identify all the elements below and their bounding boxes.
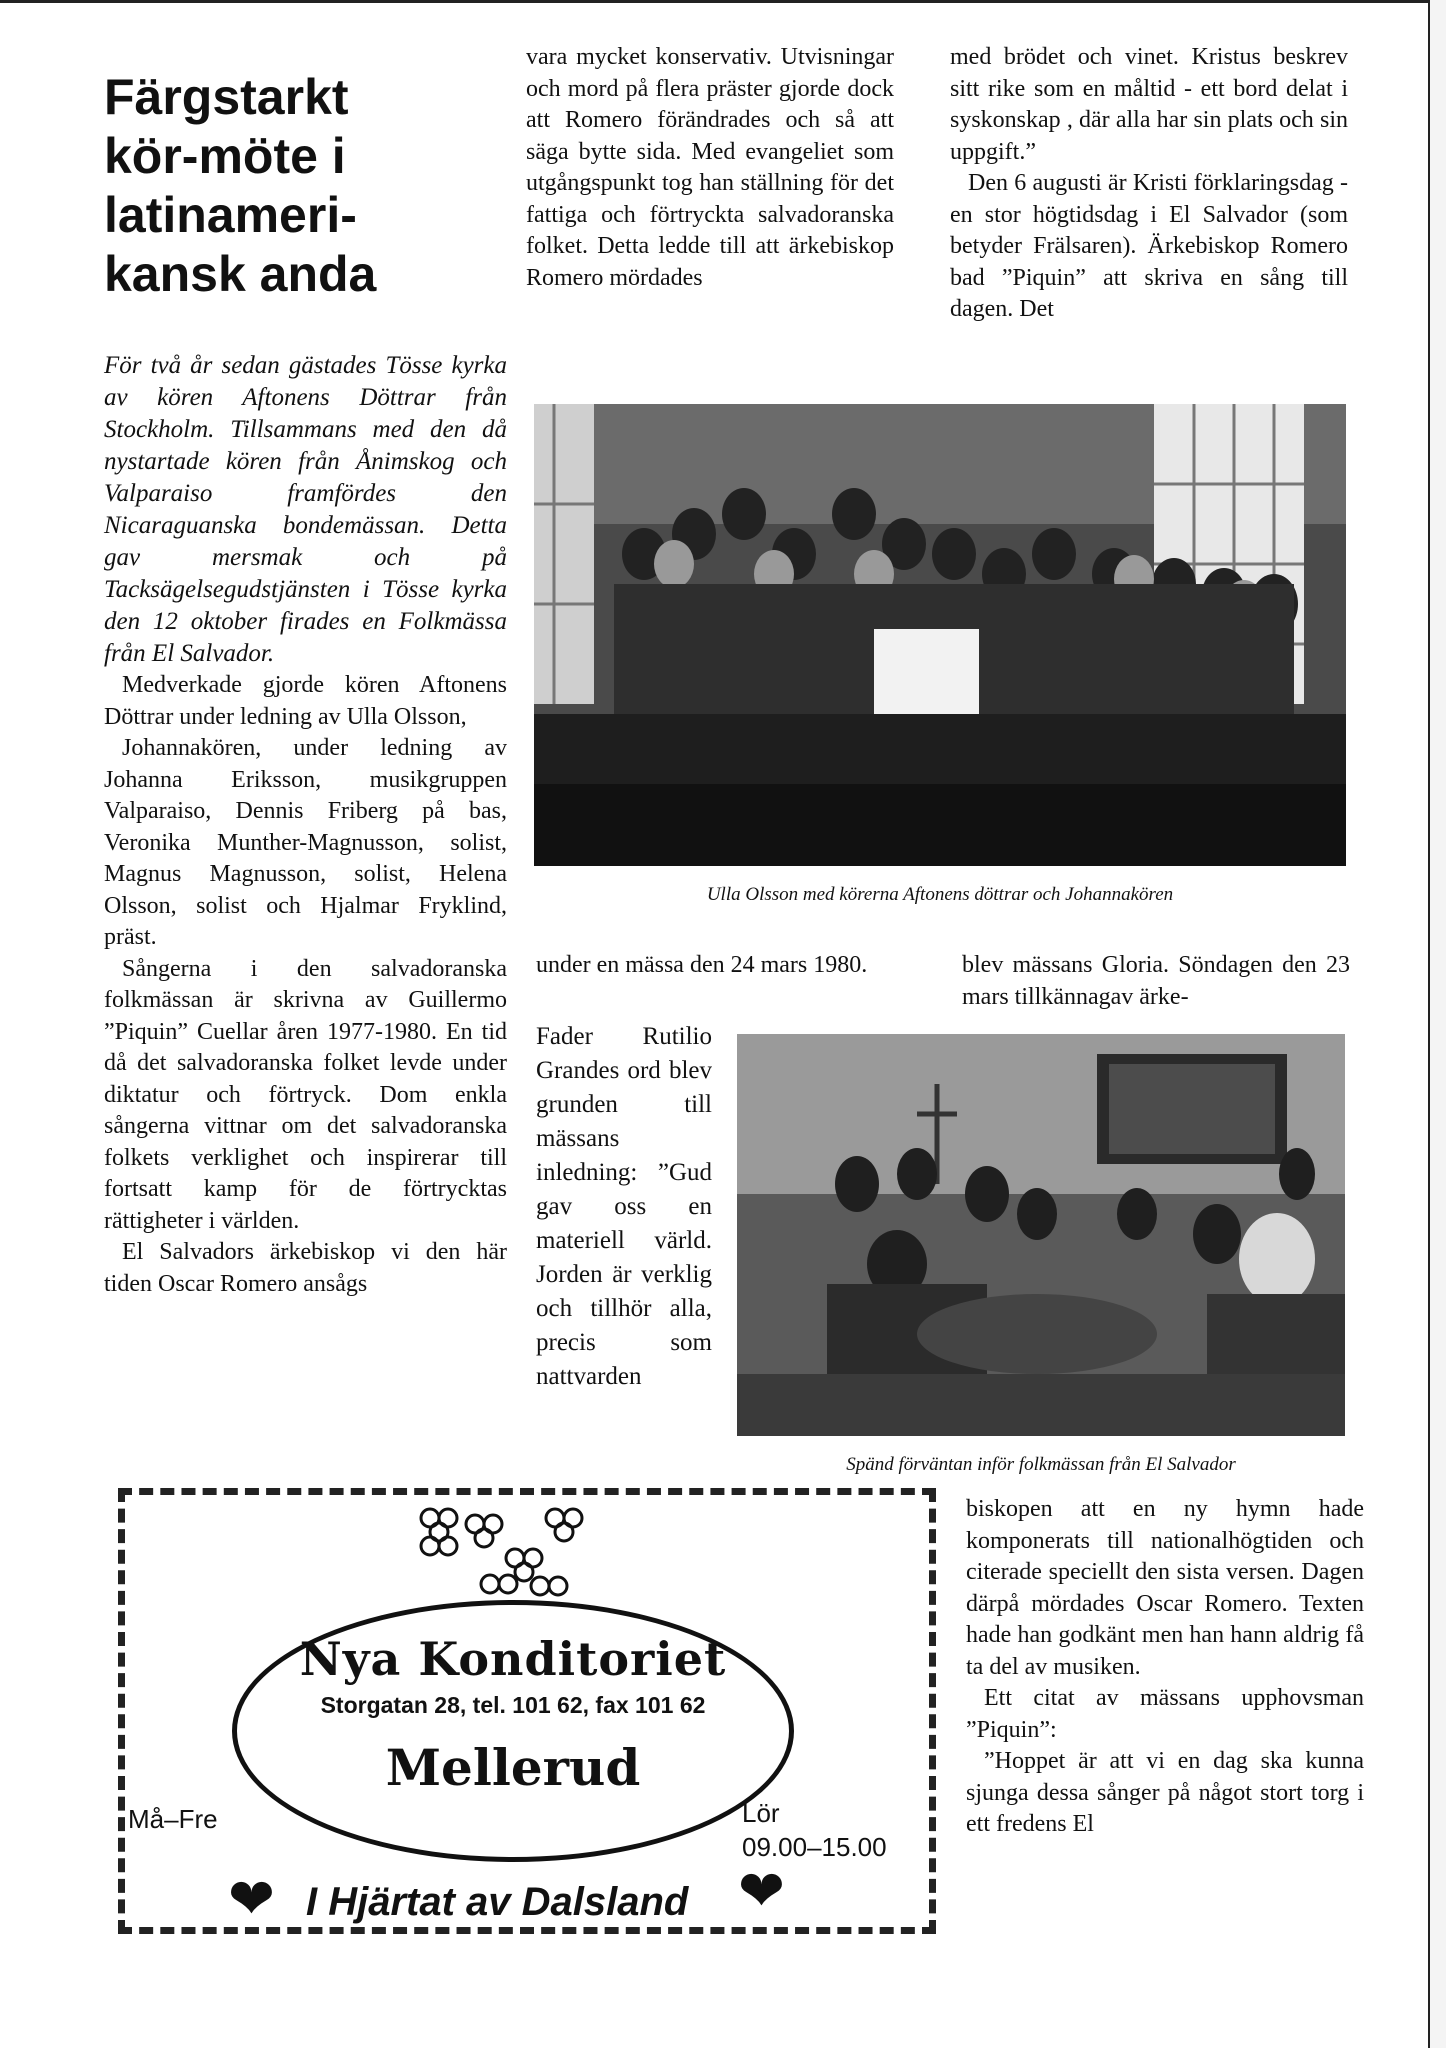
paragraph: Fader Rutilio Grandes ord blev grunden till mässans inledning: ”Gud gav oss en materiell värld. Jorden är verklig och tillhör alla, precis som nattvarden: [536, 1023, 712, 1390]
saturday-label: Lör: [742, 1798, 780, 1828]
article-lead: För två år sedan gästades Tösse kyrka av kören Aftonens Döttrar från Stockholm. Tillsammans med den då nystartade kören från Ånimskog och Valparaiso framfördes den Nicaraguanska bondemässan. Detta gav mersmak och på Tacksägelsegudstjänsten i Tösse kyrka den 12 oktober firades en Folkmässa från El Salvador.: [104, 352, 507, 667]
column-3-top: [950, 42, 1348, 326]
paragraph: blev mässans Gloria. Söndagen den 23 mars tillkännagav ärke-: [962, 952, 1350, 1010]
photo-caption: Ulla Olsson med körerna Aftonens döttrar och Johannakören: [706, 884, 1174, 905]
heart-icon: ❤: [228, 1869, 275, 1931]
heart-icon: ❤: [738, 1861, 785, 1923]
flower-decoration-icon: [400, 1496, 640, 1606]
paragraph: under en mässa den 24 mars 1980.: [536, 952, 868, 978]
column-1: [104, 350, 507, 1300]
paragraph: biskopen att en ny hymn hade komponerats till nationalhögtiden och citerade speciellt den sista versen. Dagen därpå mördades Oscar Romero. Texten hade han godkänt men han hann aldrig få ta del av musiken.: [966, 1496, 1364, 1680]
article-title: Färgstarkt kör-möte i latinameri-kansk anda: [104, 69, 377, 302]
paragraph: vara mycket konservativ. Utvisningar och mord på flera präster gjorde dock att Romero förändrades och så att säga bytte sida. Med evangeliet som utgångspunkt tog han ställning för det fattiga och förtryckta salvadoranska folket. Detta ledde till att ärkebiskop Romero mördades: [526, 44, 894, 291]
paragraph: Medverkade gjorde kören Aftonens Döttrar under ledning av Ulla Olsson,: [104, 672, 507, 730]
column-2-narrow: [536, 1020, 712, 1394]
column-2-mid: [536, 950, 906, 982]
paragraph: med brödet och vinet. Kristus beskrev sitt rike som en måltid - ett bord delat i syskonskap , där alla har sin plats och sin uppgift.”: [950, 44, 1348, 165]
ad-slogan: I Hjärtat av Dalsland: [300, 1880, 694, 1925]
column-2-top: [526, 42, 894, 294]
paragraph: ”Hoppet är att vi en dag ska kunna sjunga dessa sånger på något stort torg i ett fredens El: [966, 1748, 1364, 1837]
column-3-bottom: [966, 1494, 1364, 1841]
shop-address: Storgatan 28, tel. 101 62, fax 101 62: [320, 1692, 706, 1718]
shop-name: Nya Konditoriet: [299, 1632, 727, 1686]
column-3-mid: [962, 950, 1350, 1013]
folk-mass-photo: [737, 1034, 1345, 1436]
paragraph: Sångerna i den salvadoranska folkmässan är skrivna av Guillermo ”Piquin” Cuellar åren 1977-1980. En tid då det salvadoranska folket levde under diktatur och förtryck. Dom enkla sångerna vittnar om det salvadoranska folkets verklighet och inspirerar till fortsatt kamp för de förtrycktas rättigheter i världen.: [104, 955, 507, 1234]
top-rule: [0, 0, 1430, 3]
paragraph: Ett citat av mässans upphovsman ”Piquin”:: [966, 1685, 1364, 1743]
saturday-hours: 09.00–15.00: [742, 1832, 887, 1862]
choir-photo: [534, 404, 1346, 866]
weekday-label: Må–Fre: [128, 1804, 218, 1834]
paragraph: Den 6 augusti är Kristi förklaringsdag - en stor högtidsdag i El Salvador (som betyder Frälsaren). Ärkebiskop Romero bad ”Piquin” att skriva en sång till dagen. Det: [950, 170, 1348, 322]
paragraph: El Salvadors ärkebiskop vi den här tiden Oscar Romero ansågs: [104, 1239, 507, 1297]
photo-caption: Spänd förväntan inför folkmässan från El Salvador: [846, 1454, 1236, 1475]
paragraph: Johannakören, under ledning av Johanna Eriksson, musikgruppen Valparaiso, Dennis Friberg på bas, Veronika Munther-Magnusson, solist, Magnus Magnusson, solist, Helena Olsson, solist och Hjalmar Fryklind, präst.: [104, 735, 507, 950]
shop-town: Mellerud: [385, 1738, 641, 1797]
